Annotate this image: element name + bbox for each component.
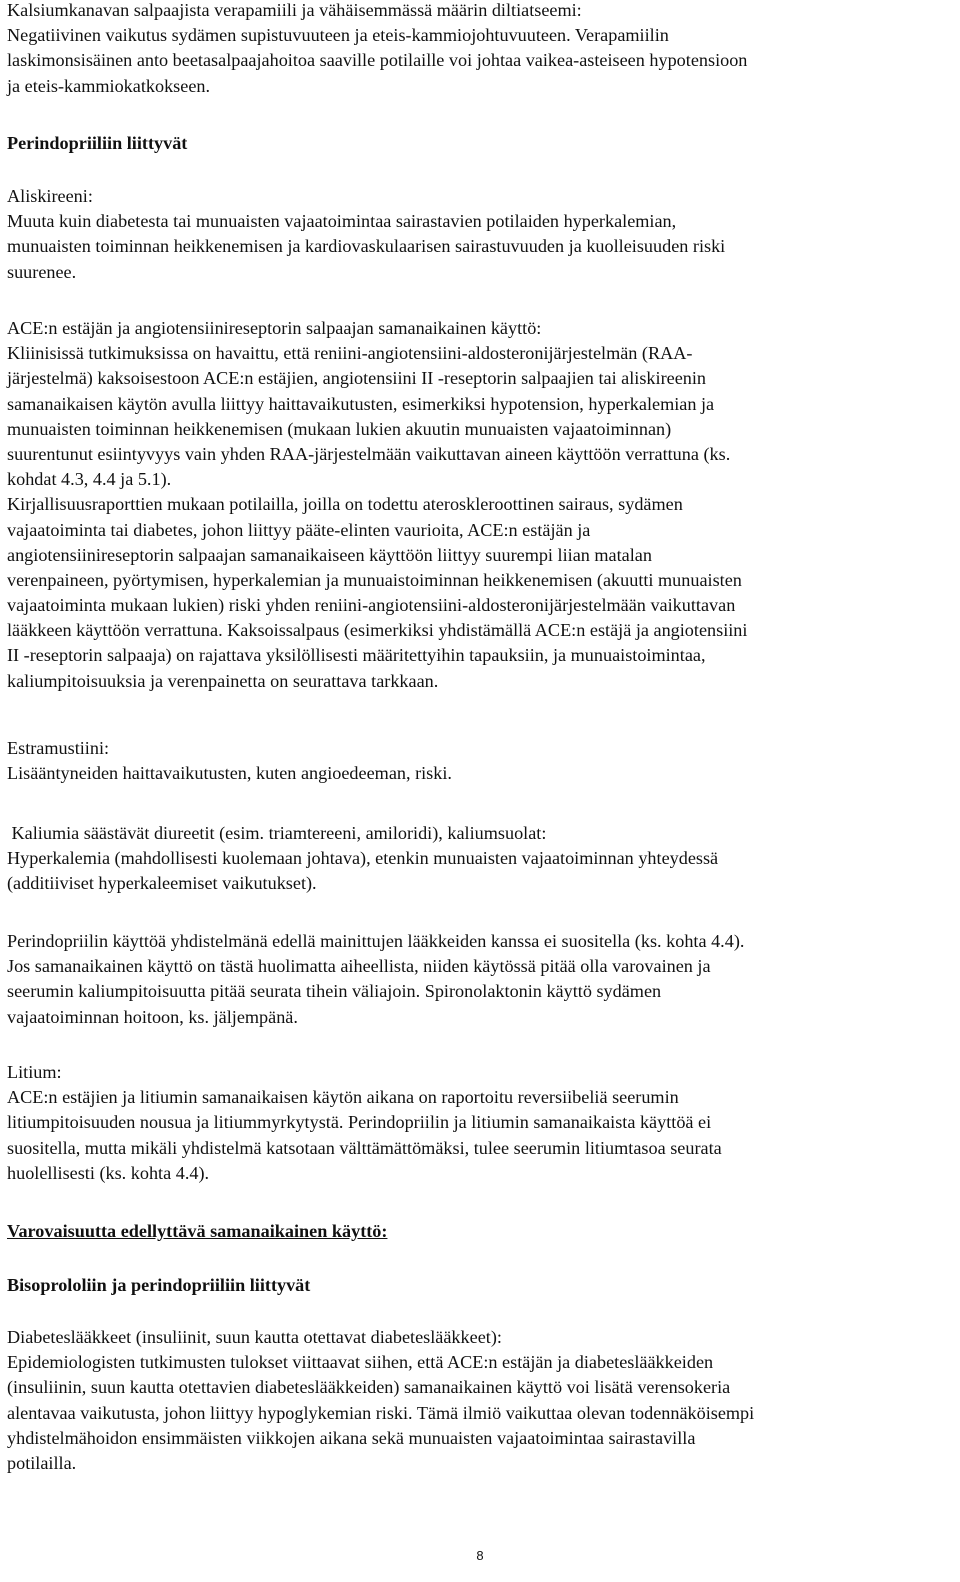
text-line: vajaatoiminta tai diabetes, johon liittyy pääte-elinten vaurioita, ACE:n estäjän ja [7, 519, 591, 540]
text-line: Jos samanaikainen käyttö on tästä huolimatta aiheellista, niiden käytössä pitää olla varovainen ja [7, 956, 711, 977]
aliskiren-paragraph [7, 184, 953, 285]
combination-paragraph [7, 929, 953, 1030]
text-line: potilailla. [7, 1452, 77, 1473]
section-heading-caution: Varovaisuutta edellyttävä samanaikainen käyttö: [7, 1221, 388, 1241]
paragraph-label: ACE:n estäjän ja angiotensiinireseptorin salpaajan samanaikainen käyttö: [7, 318, 542, 338]
paragraph-label: Kaliumia säästävät diureetit (esim. triamtereeni, amiloridi), kaliumsuolat: [7, 823, 547, 843]
text-line: suurenee. [7, 261, 77, 282]
text-line: II -reseptorin salpaaja) on rajattava yksilöllisesti määritettyihin tapauksiin, ja munuaistoimintaa, [7, 645, 706, 666]
text-line: samanaikaisen käytön avulla liittyy haittavaikutusten, esimerkiksi hypotension, hyperkalemian ja [7, 393, 715, 414]
text-line: Kliinisissä tutkimuksissa on havaittu, että reniini-angiotensiini-aldosteronijärjestelmän (RAA- [7, 343, 693, 364]
text-line: vajaatoiminta mukaan lukien) riski yhden reniini-angiotensiini-aldosteronijärjestelmään vaikuttavan [7, 595, 736, 616]
page-number: 8 [476, 1548, 484, 1563]
text-line: alentavaa vaikutusta, johon liittyy hypoglykemian riski. Tämä ilmiö vaikuttaa olevan todennäköisempi [7, 1402, 755, 1423]
text-line: yhdistelmähoidon ensimmäisten viikkojen aikana sekä munuaisten vajaatoimintaa sairastavilla [7, 1427, 696, 1448]
text-line: Perindopriilin käyttöä yhdistelmänä edellä mainittujen lääkkeiden kanssa ei suositella (ks. kohta 4.4). [7, 931, 745, 951]
text-line: Negatiivinen vaikutus sydämen supistuvuuteen ja eteis-kammiojohtuvuuteen. Verapamiilin [7, 25, 669, 46]
estramustine-paragraph [7, 736, 953, 786]
text-line: Kalsiumkanavan salpaajista verapamiili ja vähäisemmässä määrin diltiatseemi: [7, 0, 582, 20]
text-line: (additiiviset hyperkaleemiset vaikutukset). [7, 873, 317, 894]
section-heading-bisoprolol: Bisoprololiin ja perindopriiliin liittyvät [7, 1275, 311, 1295]
ace-arb-paragraph [7, 316, 953, 694]
text-line: ja eteis-kammiokatkokseen. [7, 75, 211, 96]
text-line: kaliumpitoisuuksia ja verenpainetta on seurattava tarkkaan. [7, 670, 439, 691]
text-line: Lisääntyneiden haittavaikutusten, kuten angioedeeman, riski. [7, 763, 452, 784]
paragraph-label: Diabeteslääkkeet (insuliinit, suun kautta otettavat diabeteslääkkeet): [7, 1327, 502, 1347]
text-line: huolellisesti (ks. kohta 4.4). [7, 1162, 210, 1183]
text-line: lääkkeen käyttöön verrattuna. Kaksoissalpaus (esimerkiksi yhdistämällä ACE:n estäjä ja angiotensiini [7, 620, 748, 641]
paragraph-label: Litium: [7, 1062, 62, 1082]
potassium-paragraph [7, 821, 953, 897]
verapamil-paragraph [7, 0, 953, 99]
text-line: laskimonsisäinen anto beetasalpaajahoitoa saaville potilaille voi johtaa vaikea-asteiseen hypotensioon [7, 50, 748, 71]
text-line: Kirjallisuusraporttien mukaan potilailla, joilla on todettu ateroskleroottinen sairaus, sydämen [7, 494, 683, 515]
text-line: litiumpitoisuuden nousua ja litiummyrkytystä. Perindopriilin ja litiumin samanaikaista käyttöä ei [7, 1112, 712, 1133]
text-line: Muuta kuin diabetesta tai munuaisten vajaatoimintaa sairastavien potilaiden hyperkalemian, [7, 211, 677, 232]
paragraph-label: Estramustiini: [7, 738, 110, 758]
text-line: vajaatoiminnan hoitoon, ks. jäljempänä. [7, 1006, 298, 1027]
text-line: seerumin kaliumpitoisuutta pitää seurata tihein väliajoin. Spironolaktonin käyttö sydämen [7, 981, 662, 1002]
text-line: Hyperkalemia (mahdollisesti kuolemaan johtava), etenkin munuaisten vajaatoiminnan yhteydessä [7, 848, 719, 869]
section-heading-perindopril: Perindopriiliin liittyvät [7, 133, 188, 153]
paragraph-label: Aliskireeni: [7, 186, 93, 206]
lithium-paragraph [7, 1060, 953, 1186]
text-line: suurentunut esiintyvyys vain yhden RAA-järjestelmään vaikuttavan aineen käyttöön verrattuna (ks. [7, 443, 731, 464]
text-line: (insuliinin, suun kautta otettavien diabeteslääkkeiden) samanaikainen käyttö voi lisätä verensokeria [7, 1377, 731, 1398]
text-line: kohdat 4.3, 4.4 ja 5.1). [7, 469, 172, 490]
text-line: järjestelmä) kaksoisestoon ACE:n estäjien, angiotensiini II -reseptorin salpaajien tai aliskireenin [7, 368, 707, 389]
text-line: munuaisten toiminnan heikkenemisen ja kardiovaskulaarisen sairastuvuuden ja kuolleisuuden riski [7, 236, 726, 257]
text-line: munuaisten toiminnan heikkenemisen (mukaan lukien akuutin munuaisten vajaatoiminnan) [7, 418, 672, 439]
antidiabetics-paragraph [7, 1325, 953, 1476]
text-line: verenpaineen, pyörtymisen, hyperkalemian ja munuaistoiminnan heikkenemisen (akuutti munuaisten [7, 569, 742, 590]
text-line: suositella, mutta mikäli yhdistelmä katsotaan välttämättömäksi, tulee seerumin litiumtasoa seurata [7, 1137, 722, 1158]
text-line: angiotensiinireseptorin salpaajan samanaikaiseen käyttöön liittyy suurempi liian matalan [7, 544, 652, 565]
text-line: Epidemiologisten tutkimusten tulokset viittaavat siihen, että ACE:n estäjän ja diabeteslääkkeiden [7, 1352, 714, 1373]
text-line: ACE:n estäjien ja litiumin samanaikaisen käytön aikana on raportoitu reversiibeliä seerumin [7, 1087, 679, 1108]
